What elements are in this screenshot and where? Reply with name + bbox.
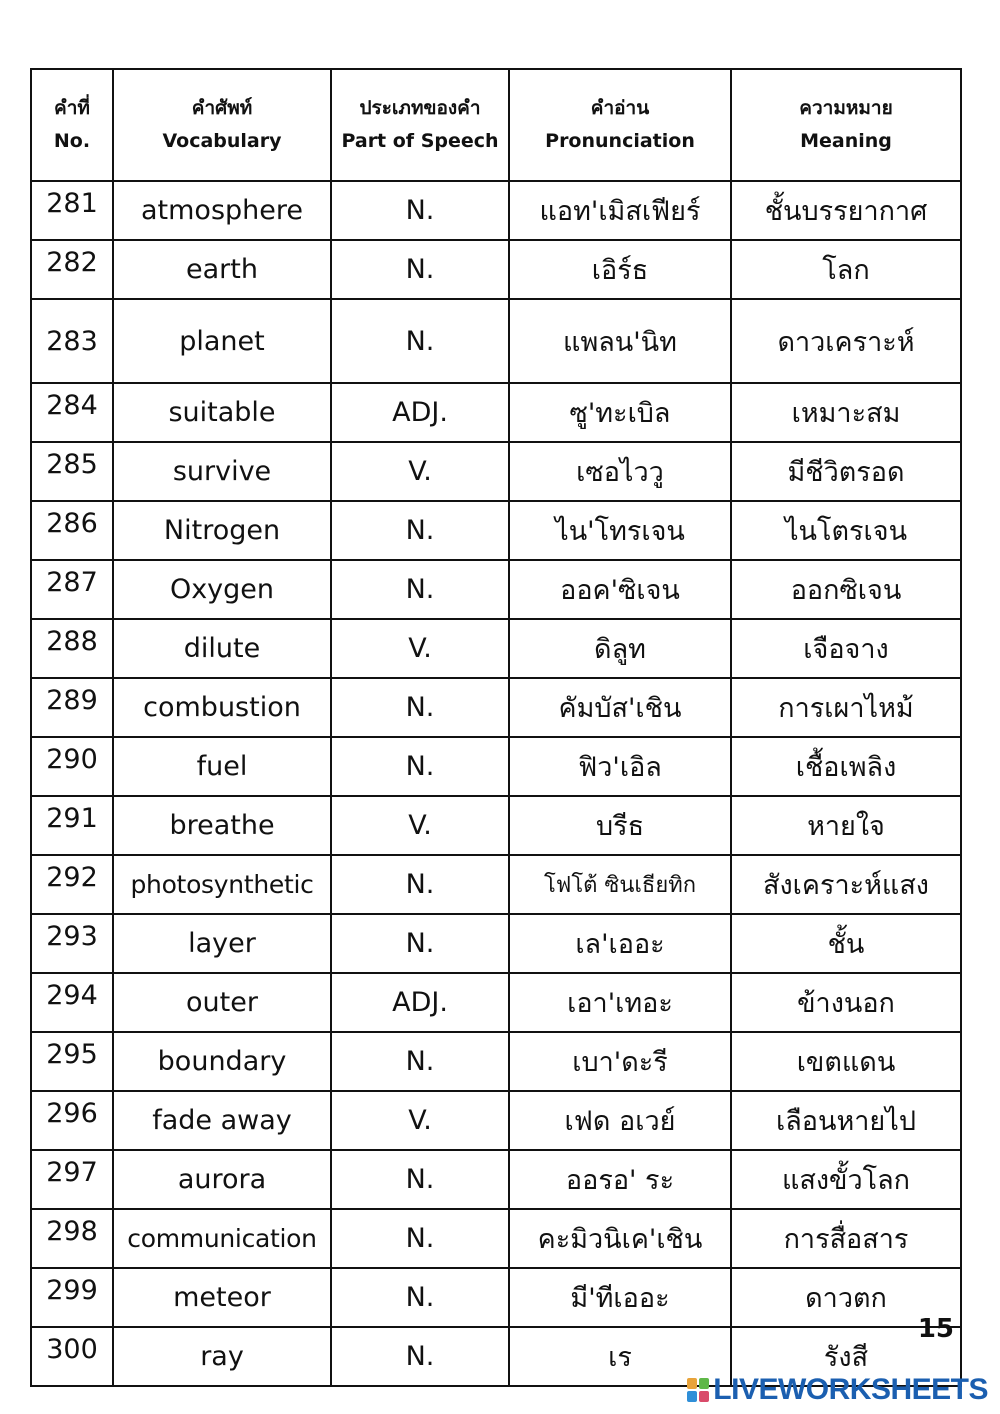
cell-number: 294 (31, 973, 113, 1032)
cell-meaning: เหมาะสม (731, 383, 961, 442)
table-row (31, 240, 961, 299)
cell-meaning: ชั้นบรรยากาศ (731, 181, 961, 240)
cell-part-of-speech: N. (331, 1209, 509, 1268)
cell-number: 290 (31, 737, 113, 796)
cell-pronunciation: บรีธ (509, 796, 731, 855)
header-number (31, 69, 113, 181)
table-row (31, 1150, 961, 1209)
table-row (31, 442, 961, 501)
table-header-row (31, 69, 961, 181)
cell-pronunciation: เร (509, 1327, 731, 1386)
cell-pronunciation: เอิร์ธ (509, 240, 731, 299)
cell-meaning: การเผาไหม้ (731, 678, 961, 737)
cell-pronunciation: โฟโต้ ซินเธียทิก (509, 855, 731, 914)
cell-number: 286 (31, 501, 113, 560)
cell-pronunciation: ไน'โทรเจน (509, 501, 731, 560)
cell-pronunciation: มี'ทีเออะ (509, 1268, 731, 1327)
cell-meaning: โลก (731, 240, 961, 299)
logo-square-icon (699, 1391, 709, 1402)
cell-vocabulary: combustion (113, 678, 331, 737)
cell-pronunciation: ดิลูท (509, 619, 731, 678)
cell-meaning: ดาวตก (731, 1268, 961, 1327)
cell-number: 288 (31, 619, 113, 678)
cell-vocabulary: outer (113, 973, 331, 1032)
cell-part-of-speech: N. (331, 240, 509, 299)
header-pronunciation-english: Pronunciation (545, 130, 695, 152)
cell-vocabulary: breathe (113, 796, 331, 855)
cell-pronunciation: ซู'ทะเบิล (509, 383, 731, 442)
cell-number: 295 (31, 1032, 113, 1091)
table-row (31, 1209, 961, 1268)
cell-number: 297 (31, 1150, 113, 1209)
header-vocabulary-english: Vocabulary (162, 130, 282, 152)
cell-vocabulary: Oxygen (113, 560, 331, 619)
cell-number: 285 (31, 442, 113, 501)
cell-vocabulary: survive (113, 442, 331, 501)
cell-number: 293 (31, 914, 113, 973)
cell-number: 284 (31, 383, 113, 442)
cell-part-of-speech: N. (331, 737, 509, 796)
cell-vocabulary: fade away (113, 1091, 331, 1150)
cell-pronunciation: เฟด อเวย์ (509, 1091, 731, 1150)
cell-vocabulary: atmosphere (113, 181, 331, 240)
cell-number: 298 (31, 1209, 113, 1268)
cell-meaning: รังสี (731, 1327, 961, 1386)
header-vocabulary (113, 69, 331, 181)
cell-meaning: สังเคราะห์แสง (731, 855, 961, 914)
cell-meaning: เขตแดน (731, 1032, 961, 1091)
cell-meaning: เชื้อเพลิง (731, 737, 961, 796)
cell-number: 282 (31, 240, 113, 299)
table-row (31, 383, 961, 442)
cell-meaning: มีชีวิตรอด (731, 442, 961, 501)
logo-square-icon (699, 1378, 709, 1389)
cell-part-of-speech: N. (331, 1032, 509, 1091)
header-number-thai: คำที่ (54, 97, 90, 119)
cell-vocabulary: aurora (113, 1150, 331, 1209)
logo-square-icon (687, 1391, 697, 1402)
cell-part-of-speech: N. (331, 1150, 509, 1209)
cell-part-of-speech: ADJ. (331, 973, 509, 1032)
cell-number: 292 (31, 855, 113, 914)
cell-meaning: เลือนหายไป (731, 1091, 961, 1150)
cell-meaning: แสงขั้วโลก (731, 1150, 961, 1209)
cell-pronunciation: ออค'ซิเจน (509, 560, 731, 619)
cell-vocabulary: planet (113, 299, 331, 383)
cell-pronunciation: เล'เออะ (509, 914, 731, 973)
table-row (31, 973, 961, 1032)
cell-vocabulary: boundary (113, 1032, 331, 1091)
cell-part-of-speech: V. (331, 1091, 509, 1150)
cell-number: 289 (31, 678, 113, 737)
cell-pronunciation: ฟิว'เอิล (509, 737, 731, 796)
logo-square-icon (687, 1378, 697, 1389)
cell-meaning: ไนโตรเจน (731, 501, 961, 560)
cell-part-of-speech: V. (331, 796, 509, 855)
cell-number: 281 (31, 181, 113, 240)
table-row (31, 501, 961, 560)
cell-meaning: ข้างนอก (731, 973, 961, 1032)
cell-vocabulary: fuel (113, 737, 331, 796)
header-part-of-speech-thai: ประเภทของคำ (359, 97, 481, 119)
table-row (31, 678, 961, 737)
cell-pronunciation: เบา'ดะรี (509, 1032, 731, 1091)
table-row (31, 181, 961, 240)
cell-part-of-speech: ADJ. (331, 383, 509, 442)
cell-number: 299 (31, 1268, 113, 1327)
cell-part-of-speech: V. (331, 619, 509, 678)
cell-part-of-speech: N. (331, 181, 509, 240)
liveworksheets-logo-link[interactable] (687, 1373, 988, 1407)
cell-vocabulary: layer (113, 914, 331, 973)
cell-pronunciation: คะมิวนิเค'เชิน (509, 1209, 731, 1268)
cell-vocabulary: earth (113, 240, 331, 299)
cell-pronunciation: คัมบัส'เชิน (509, 678, 731, 737)
header-vocabulary-thai: คำศัพท์ (191, 97, 253, 119)
header-meaning-english: Meaning (800, 130, 892, 152)
table-row (31, 1268, 961, 1327)
cell-part-of-speech: N. (331, 678, 509, 737)
header-meaning (731, 69, 961, 181)
cell-number: 283 (31, 299, 113, 383)
cell-meaning: การสื่อสาร (731, 1209, 961, 1268)
table-row (31, 737, 961, 796)
cell-vocabulary: photosynthetic (113, 855, 331, 914)
vocabulary-table (30, 68, 962, 1387)
cell-meaning: ดาวเคราะห์ (731, 299, 961, 383)
table-row (31, 914, 961, 973)
cell-meaning: เจือจาง (731, 619, 961, 678)
header-pronunciation (509, 69, 731, 181)
table-row (31, 796, 961, 855)
table-row (31, 1032, 961, 1091)
cell-meaning: ออกซิเจน (731, 560, 961, 619)
page-number: 15 (917, 1314, 954, 1344)
liveworksheets-logo-icon (687, 1378, 709, 1402)
cell-vocabulary: dilute (113, 619, 331, 678)
cell-number: 287 (31, 560, 113, 619)
cell-part-of-speech: N. (331, 914, 509, 973)
brand-wordmark: LIVEWORKSHEETS (713, 1373, 988, 1406)
table-row (31, 299, 961, 383)
cell-vocabulary: communication (113, 1209, 331, 1268)
cell-number: 296 (31, 1091, 113, 1150)
cell-vocabulary: meteor (113, 1268, 331, 1327)
cell-part-of-speech: N. (331, 299, 509, 383)
cell-meaning: ชั้น (731, 914, 961, 973)
table-row (31, 619, 961, 678)
table-row (31, 1091, 961, 1150)
cell-vocabulary: ray (113, 1327, 331, 1386)
cell-part-of-speech: N. (331, 501, 509, 560)
cell-pronunciation: เอา'เทอะ (509, 973, 731, 1032)
table-row (31, 560, 961, 619)
header-meaning-thai: ความหมาย (799, 97, 893, 119)
cell-pronunciation: แอท'เมิสเฟียร์ (509, 181, 731, 240)
cell-part-of-speech: N. (331, 560, 509, 619)
cell-meaning: หายใจ (731, 796, 961, 855)
cell-part-of-speech: N. (331, 1268, 509, 1327)
cell-number: 300 (31, 1327, 113, 1386)
header-part-of-speech-english: Part of Speech (341, 130, 499, 152)
cell-pronunciation: แพลน'นิท (509, 299, 731, 383)
cell-part-of-speech: N. (331, 1327, 509, 1386)
cell-pronunciation: เซอไววู (509, 442, 731, 501)
cell-part-of-speech: V. (331, 442, 509, 501)
table-row (31, 855, 961, 914)
cell-vocabulary: Nitrogen (113, 501, 331, 560)
header-number-english: No. (53, 130, 91, 152)
header-pronunciation-thai: คำอ่าน (590, 97, 650, 119)
cell-vocabulary: suitable (113, 383, 331, 442)
cell-pronunciation: ออรอ' ระ (509, 1150, 731, 1209)
header-part-of-speech (331, 69, 509, 181)
cell-part-of-speech: N. (331, 855, 509, 914)
cell-number: 291 (31, 796, 113, 855)
